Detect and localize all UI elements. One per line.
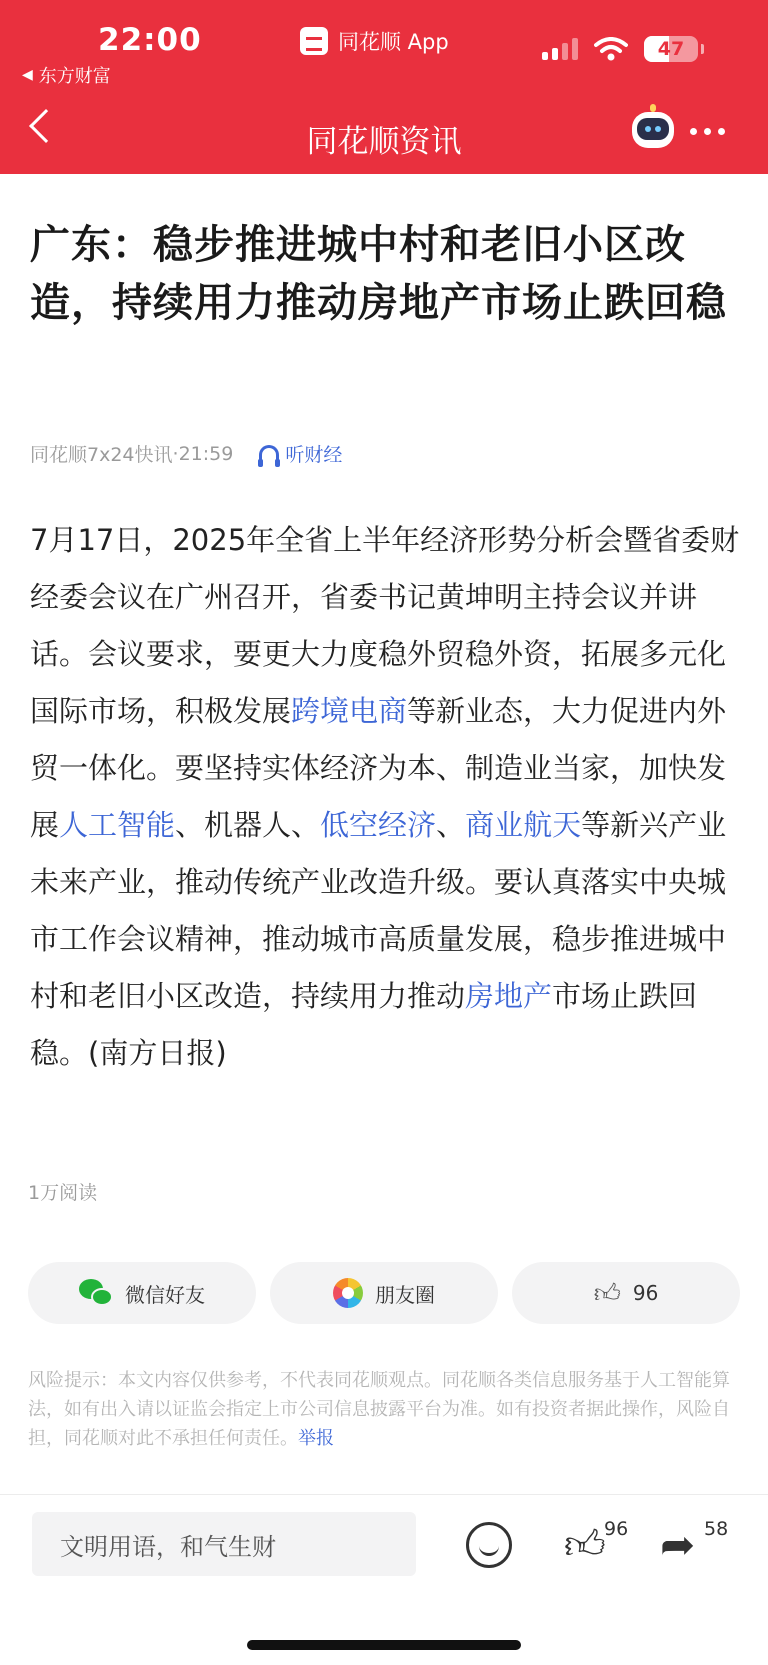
article-meta: 同花顺7x24快讯 · 21:59 听财经 [30,440,342,467]
robot-assistant-icon[interactable] [632,112,674,148]
share-moments-label: 朋友圈 [375,1282,435,1307]
like-count: 96 [632,1281,659,1305]
thumbs-up-icon: 👍︎ [593,1278,621,1309]
read-count: 1万阅读 [28,1182,98,1204]
bottom-like-count: 96 [604,1518,629,1540]
back-to-app[interactable] [22,62,111,88]
topic-link[interactable]: 跨境电商 [291,694,408,728]
status-time: 22:00 [98,22,202,58]
report-link[interactable]: 举报 [298,1428,334,1449]
risk-text: 风险提示：本文内容仅供参考，不代表同花顺观点。同花顺各类信息服务基于人工智能算法，如有出入请以证监会指定上市公司信息披露平台为准。如有投资者据此操作，风险自担，同花顺对此不承担任何责任。 [28,1370,730,1449]
app-header [0,0,768,174]
status-indicators [542,36,698,62]
app-logo-icon [300,27,328,55]
body-text: 、 [436,808,466,842]
battery-icon [644,36,698,62]
comment-icon[interactable] [466,1522,512,1568]
app-name: 同花顺 App [338,30,449,54]
cellular-signal-icon [542,38,578,60]
risk-notice [28,1366,740,1453]
share-wechat-button[interactable] [28,1262,256,1324]
like-button[interactable] [512,1262,740,1324]
body-text: 等新业态，大力促进内外贸一体化。要坚持实体经济为本、制造业当家，加快发展 [30,694,727,842]
article-body [30,512,742,1082]
back-triangle-icon: ◀ [22,67,33,83]
share-wechat-label: 微信好友 [125,1282,205,1307]
more-dots-icon[interactable] [690,128,725,135]
share-moments-button[interactable] [270,1262,498,1324]
article-title: 广东：稳步推进城中村和老旧小区改造，持续用力推动房地产市场止跌回稳 [30,222,727,326]
thumbs-up-icon[interactable]: 👍︎ [564,1522,606,1568]
bottom-share-count: 58 [704,1518,729,1540]
listen-label: 听财经 [285,444,343,466]
topic-link[interactable]: 人工智能 [59,808,176,842]
body-text: 等新兴产业未来产业，推动传统产业改造升级。要认真落实中央城市工作会议精神，推动城市高质量发展，稳步推进城中村和老旧小区改造，持续用力推动 [30,808,727,1013]
body-text: 7月17日，2025年全省上半年经济形势分析会暨省委财经委会议在广州召开，省委书记黄坤明主持会议并讲话。会议要求，要更大力度稳外贸稳外资，拓展多元化国际市场，积极发展 [30,523,740,728]
bottom-divider [0,1494,768,1495]
topic-link[interactable]: 房地产 [465,979,553,1013]
comment-input[interactable]: 文明用语，和气生财 [32,1512,416,1576]
page-title: 同花顺资讯 [306,124,462,160]
share-icon[interactable]: ➦ [660,1520,696,1569]
wifi-icon [594,37,628,61]
listen-button[interactable] [259,440,342,467]
body-text: 市场止跌回稳。(南方日报) [30,979,698,1070]
back-app-label: 东方财富 [38,66,111,87]
headphone-icon [259,445,279,463]
app-indicator [300,26,449,56]
topic-link[interactable]: 低空经济 [320,808,437,842]
wechat-icon [79,1279,113,1307]
home-indicator [247,1640,521,1650]
article-time: 21:59 [178,442,234,465]
article-source: 同花顺7x24快讯 [30,444,173,466]
moments-icon [333,1278,363,1308]
share-row [28,1262,740,1324]
battery-level: 47 [657,38,685,60]
topic-link[interactable]: 商业航天 [465,808,582,842]
body-text: 、机器人、 [175,808,321,842]
